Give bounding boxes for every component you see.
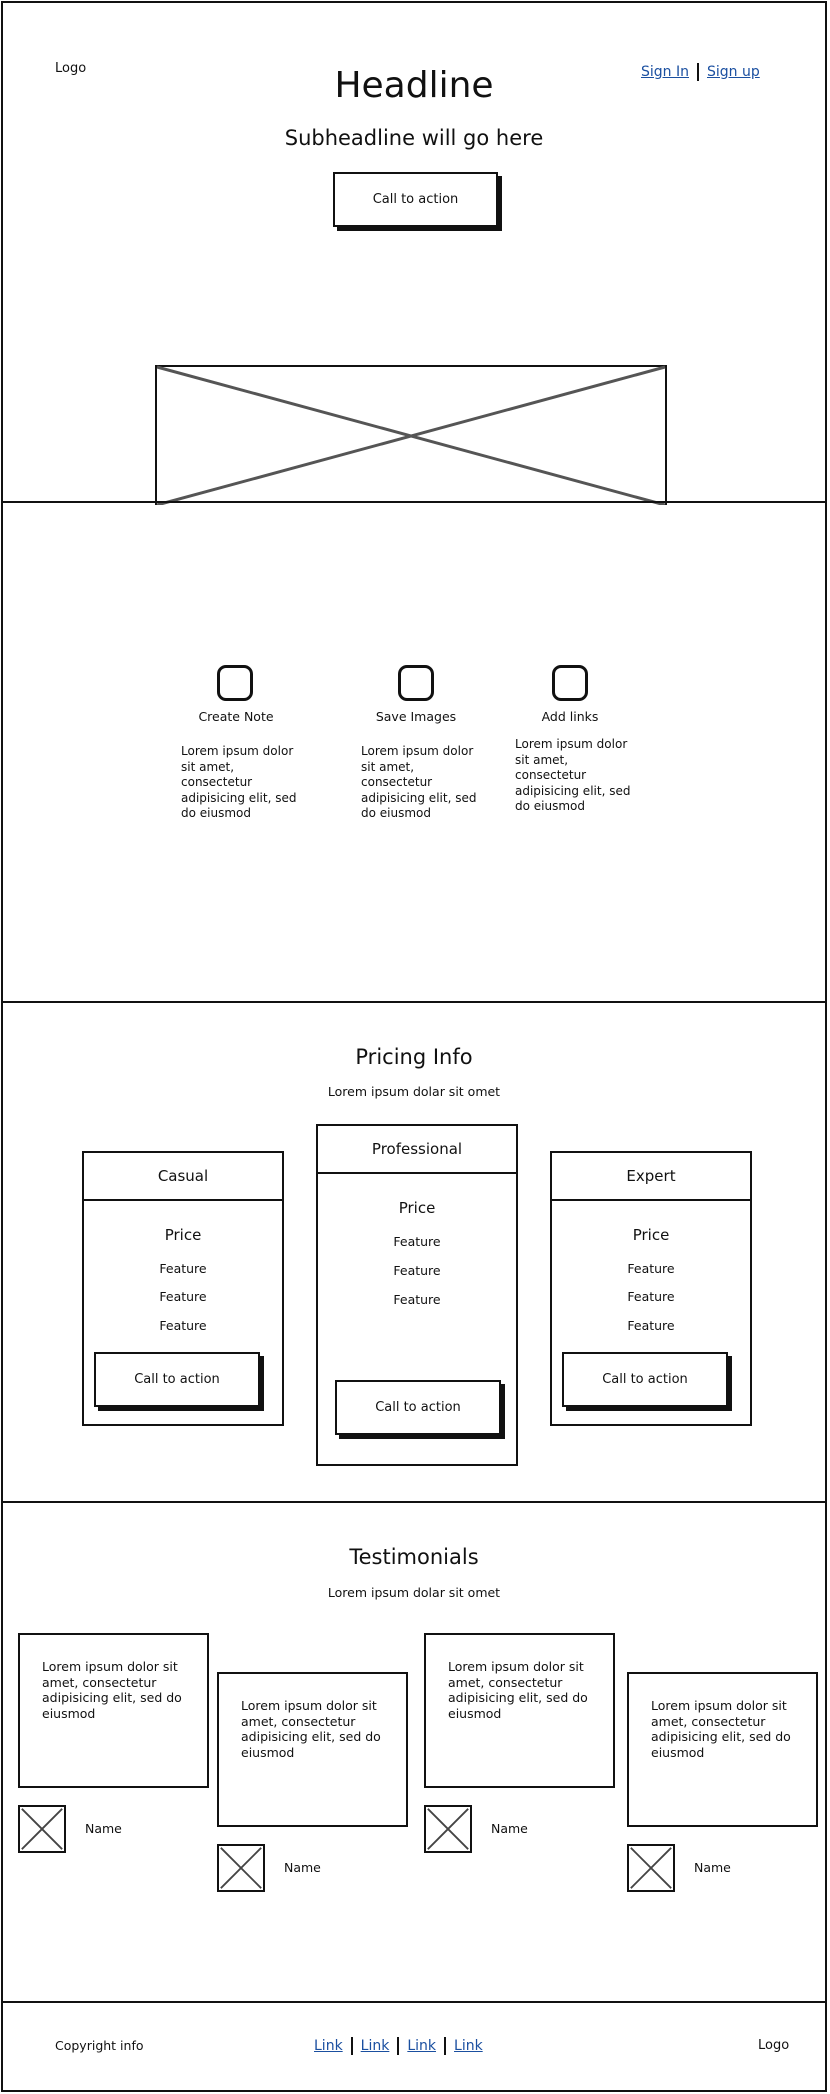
sign-up-link[interactable]: Sign up (707, 64, 760, 80)
pricing-card-expert (550, 1151, 752, 1426)
plan-feature: Feature (393, 1234, 441, 1249)
testimonials-section (1, 1501, 827, 2003)
plan-feature: Feature (393, 1292, 441, 1307)
plan-feature: Feature (159, 1289, 207, 1304)
testimonial-name: Name (491, 1821, 528, 1836)
plan-cta-button[interactable]: Call to action (335, 1380, 501, 1435)
avatar-image-icon (627, 1844, 675, 1892)
testimonial-name: Name (85, 1821, 122, 1836)
footer-logo[interactable]: Logo (758, 2038, 790, 2053)
header-logo[interactable]: Logo (55, 61, 87, 76)
create-note-icon (217, 665, 253, 701)
footer-link[interactable]: Link (314, 2038, 343, 2054)
hero-section (1, 1, 827, 503)
feature-text: Lorem ipsum dolor sit amet, consectetur adipisicing elit, sed do eiusmod (515, 737, 631, 813)
testimonial-card (18, 1633, 209, 1788)
avatar-image-icon (424, 1805, 472, 1853)
plan-feature: Feature (627, 1261, 675, 1276)
testimonials-subtitle: Lorem ipsum dolar sit omet (327, 1585, 501, 1600)
testimonial-card (627, 1672, 818, 1827)
plan-price: Price (164, 1226, 202, 1244)
avatar-image-icon (18, 1805, 66, 1853)
testimonial-text: Lorem ipsum dolor sit amet, consectetur adipisicing elit, sed do eiusmod (651, 1698, 791, 1760)
link-separator (351, 2037, 353, 2055)
footer-links (314, 2035, 483, 2055)
feature-text: Lorem ipsum dolor sit amet, consectetur adipisicing elit, sed do eiusmod (181, 744, 297, 820)
footer-link[interactable]: Link (360, 2038, 390, 2054)
features-section (1, 501, 827, 1003)
add-links-icon (552, 665, 588, 701)
link-separator (397, 2037, 399, 2055)
pricing-subtitle: Lorem ipsum dolar sit omet (327, 1084, 501, 1099)
feature-title: Add links (541, 709, 599, 724)
testimonial-card (424, 1633, 615, 1788)
plan-name: Expert (552, 1153, 750, 1201)
feature-title: Create Note (198, 709, 274, 724)
hero-cta-button[interactable]: Call to action (333, 172, 498, 227)
avatar-image-icon (217, 1844, 265, 1892)
pricing-section (1, 1001, 827, 1503)
feature-title: Save Images (375, 709, 457, 724)
testimonial-name: Name (284, 1860, 321, 1875)
plan-price: Price (632, 1226, 670, 1244)
pricing-card-professional (316, 1124, 518, 1466)
testimonials-title: Testimonials (349, 1545, 479, 1569)
plan-cta-button[interactable]: Call to action (94, 1352, 260, 1407)
subheadline: Subheadline will go here (284, 126, 544, 150)
headline: Headline (334, 65, 494, 106)
plan-feature: Feature (627, 1289, 675, 1304)
plan-feature: Feature (159, 1261, 207, 1276)
plan-cta-button[interactable]: Call to action (562, 1352, 728, 1407)
sign-in-link[interactable]: Sign In (641, 64, 689, 80)
plan-name: Professional (318, 1126, 516, 1174)
link-separator (444, 2037, 446, 2055)
testimonial-text: Lorem ipsum dolor sit amet, consectetur adipisicing elit, sed do eiusmod (42, 1659, 182, 1721)
footer-link[interactable]: Link (407, 2038, 437, 2054)
feature-text: Lorem ipsum dolor sit amet, consectetur adipisicing elit, sed do eiusmod (361, 744, 477, 820)
image-placeholder-icon (155, 365, 667, 505)
save-images-icon (398, 665, 434, 701)
plan-price: Price (398, 1199, 436, 1217)
pricing-card-casual (82, 1151, 284, 1426)
testimonial-text: Lorem ipsum dolor sit amet, consectetur adipisicing elit, sed do eiusmod (241, 1698, 381, 1760)
plan-feature: Feature (393, 1263, 441, 1278)
plan-feature: Feature (159, 1318, 207, 1333)
testimonial-text: Lorem ipsum dolor sit amet, consectetur adipisicing elit, sed do eiusmod (448, 1659, 588, 1721)
testimonial-name: Name (694, 1860, 731, 1875)
copyright-info: Copyright info (55, 2038, 144, 2053)
plan-feature: Feature (627, 1318, 675, 1333)
testimonial-card (217, 1672, 408, 1827)
plan-name: Casual (84, 1153, 282, 1201)
pricing-title: Pricing Info (355, 1045, 473, 1069)
footer-section (1, 2001, 827, 2092)
footer-link[interactable]: Link (454, 2038, 483, 2054)
